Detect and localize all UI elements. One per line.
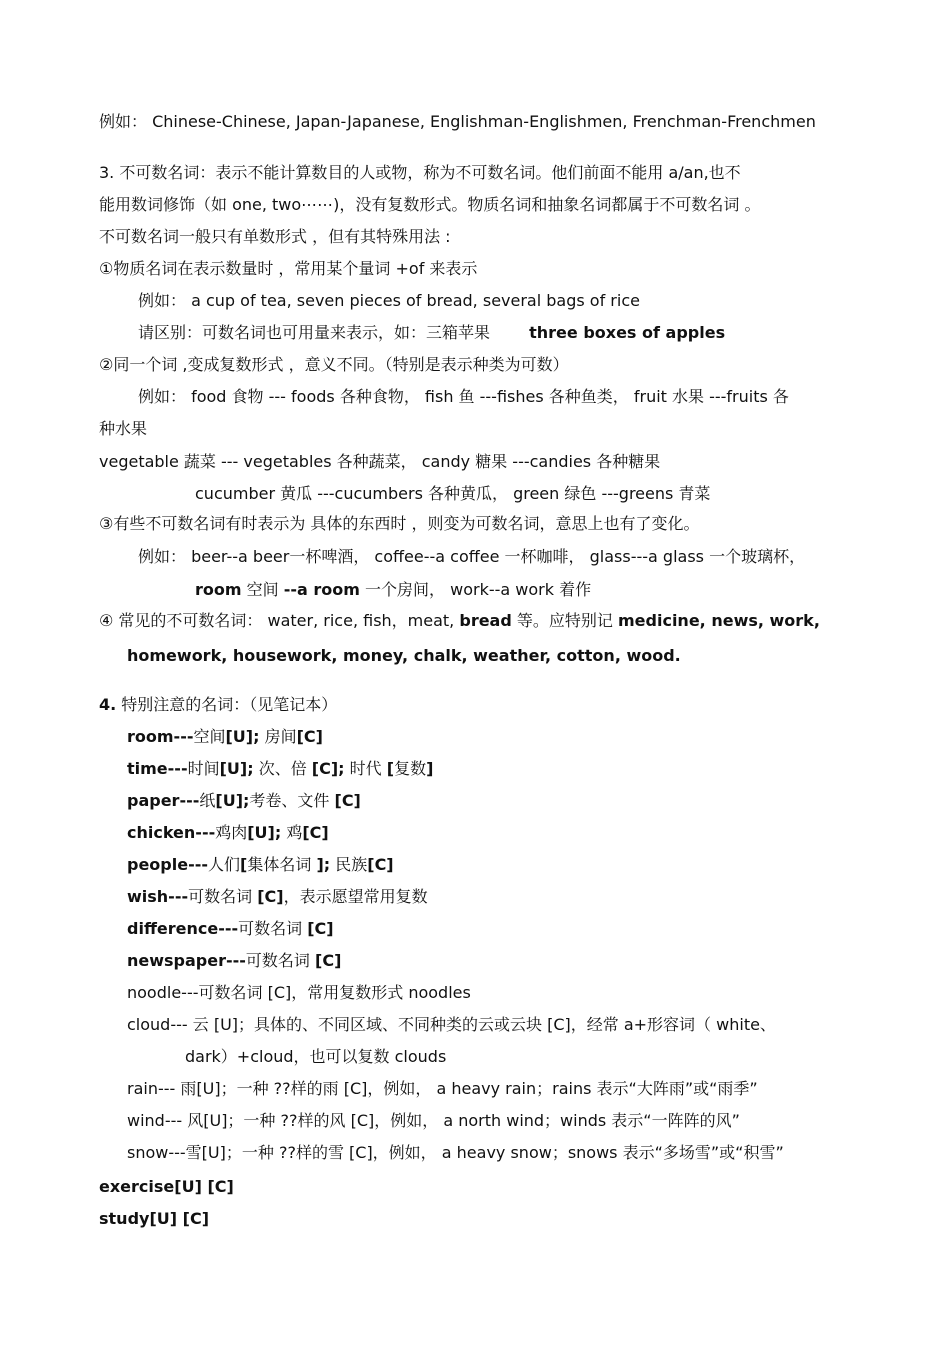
entry-word: room--- bbox=[127, 727, 194, 746]
entry-tag: [U]; bbox=[247, 823, 282, 842]
item3-room-word: room bbox=[195, 580, 242, 599]
item4-mid: 等。应特别记 bbox=[511, 611, 618, 630]
item3-example-a: 例如： beer--a beer一杯啤酒， coffee--a coffee 一杯咖啡， glass---a glass 一个玻璃杯， bbox=[138, 547, 806, 566]
entry-wind: wind--- 风[U]；一种 ??样的风 [C]，例如， a north wind；winds 表示“一阵阵的风” bbox=[127, 1111, 740, 1130]
item1-example: 例如： a cup of tea, seven pieces of bread, several bags of rice bbox=[138, 291, 640, 310]
section3-line2: 能用数词修饰（如 one, two⋯⋯)，没有复数形式。物质名词和抽象名词都属于不可数名词 。 bbox=[99, 195, 761, 214]
entry-tag: [C] bbox=[315, 951, 342, 970]
section4-heading bbox=[99, 695, 337, 715]
entry-tag: [C] bbox=[367, 855, 394, 874]
entry-tag: ]; bbox=[316, 855, 331, 874]
entry-tag: [C] bbox=[307, 919, 334, 938]
entry-tag: [C]; bbox=[311, 759, 345, 778]
entry-difference bbox=[127, 919, 334, 939]
item2-example-a: 例如： food 食物 --- foods 各种食物， fish 鱼 ---fishes 各种鱼类， fruit 水果 ---fruits 各 bbox=[138, 387, 789, 406]
item3-room-meaning: 空间 bbox=[241, 580, 284, 599]
item4-bold-list: medicine, news, work, bbox=[618, 611, 820, 630]
section4-number: 4. bbox=[99, 695, 117, 714]
entry-text: 鸡 bbox=[281, 823, 303, 842]
entry-tag: [ bbox=[386, 759, 395, 778]
entry-text: ，表示愿望常用复数 bbox=[283, 887, 428, 906]
entry-tag: [C] bbox=[257, 887, 284, 906]
entry-exercise: exercise[U] [C] bbox=[99, 1177, 234, 1196]
item3-heading: ③有些不可数名词有时表示为 具体的东西时 ，则变为可数名词，意思上也有了变化。 bbox=[99, 514, 700, 533]
item3-rest: 一个房间， work--a work 着作 bbox=[359, 580, 592, 599]
entry-text: 复数 bbox=[394, 759, 427, 778]
section3-line3: 不可数名词一般只有单数形式 ，但有其特殊用法 : bbox=[99, 227, 451, 246]
entry-word: chicken--- bbox=[127, 823, 216, 842]
entry-people bbox=[127, 855, 394, 875]
entry-word: time--- bbox=[127, 759, 188, 778]
intro-example-line: 例如： Chinese-Chinese, Japan-Japanese, Englishman-Englishmen, Frenchman-Frenchmen bbox=[99, 112, 816, 131]
item2-heading: ②同一个词 ,变成复数形式 ，意义不同。（特别是表示种类为可数） bbox=[99, 355, 569, 374]
item4-line2: homework, housework, money, chalk, weather, cotton, wood. bbox=[127, 646, 681, 665]
entry-newspaper bbox=[127, 951, 341, 971]
entry-chicken bbox=[127, 823, 329, 843]
entry-word: people--- bbox=[127, 855, 209, 874]
entry-tag: [C] bbox=[296, 727, 323, 746]
entry-text: 可数名词 bbox=[188, 887, 258, 906]
item2-example-d: cucumber 黄瓜 ---cucumbers 各种黄瓜， green 绿色 ---greens 青菜 bbox=[195, 484, 711, 503]
item3-example-b bbox=[195, 580, 591, 600]
entry-tag: ] bbox=[426, 759, 434, 778]
entry-study: study[U] [C] bbox=[99, 1209, 209, 1228]
entry-tag: [U]; bbox=[215, 791, 250, 810]
entry-cloud-a: cloud--- 云 [U]；具体的、不同区域、不同种类的云或云块 [C]，经常 a+形容词（ white、 bbox=[127, 1015, 776, 1034]
entry-text: 民族 bbox=[330, 855, 368, 874]
item1-note-bold: three boxes of apples bbox=[529, 323, 726, 342]
entry-wish bbox=[127, 887, 428, 907]
item2-example-b: 种水果 bbox=[99, 419, 148, 438]
entry-tag: [ bbox=[240, 855, 248, 874]
entry-paper bbox=[127, 791, 361, 811]
entry-text: 次、倍 bbox=[253, 759, 312, 778]
entry-word: paper--- bbox=[127, 791, 200, 810]
entry-snow: snow---雪[U]；一种 ??样的雪 [C]，例如， a heavy snow；snows 表示“多场雪”或“积雪” bbox=[127, 1143, 784, 1162]
entry-text: 纸 bbox=[199, 791, 216, 810]
entry-tag: [C] bbox=[302, 823, 329, 842]
section3-line1: 3. 不可数名词：表示不能计算数目的人或物，称为不可数名词。他们前面不能用 a/an,也不 bbox=[99, 163, 741, 182]
entry-text: 可数名词 bbox=[238, 919, 308, 938]
entry-text: 人们 bbox=[208, 855, 241, 874]
item1-note bbox=[138, 323, 725, 343]
entry-tag: [U]; bbox=[225, 727, 260, 746]
entry-text: 集体名词 bbox=[247, 855, 317, 874]
entry-rain: rain--- 雨[U]；一种 ??样的雨 [C]，例如， a heavy rain；rains 表示“大阵雨”或“雨季” bbox=[127, 1079, 758, 1098]
entry-text: 可数名词 bbox=[245, 951, 316, 970]
entry-time bbox=[127, 759, 433, 779]
entry-noodle: noodle---可数名词 [C]，常用复数形式 noodles bbox=[127, 983, 471, 1002]
entry-tag: [C] bbox=[334, 791, 361, 810]
entry-word: difference--- bbox=[127, 919, 239, 938]
entry-room bbox=[127, 727, 323, 747]
entry-text: 鸡肉 bbox=[215, 823, 248, 842]
entry-text: 时间 bbox=[187, 759, 220, 778]
item2-example-c: vegetable 蔬菜 --- vegetables 各种蔬菜， candy 糖果 ---candies 各种糖果 bbox=[99, 452, 661, 471]
entry-text: 考卷、文件 bbox=[249, 791, 335, 810]
item3-a-room: --a room bbox=[283, 580, 360, 599]
entry-word: wish--- bbox=[127, 887, 189, 906]
entry-text: 时代 bbox=[344, 759, 387, 778]
item4-line1 bbox=[99, 611, 820, 631]
entry-text: 房间 bbox=[259, 727, 297, 746]
entry-word: newspaper--- bbox=[127, 951, 246, 970]
entry-tag: [U]; bbox=[219, 759, 254, 778]
entry-text: 空间 bbox=[193, 727, 226, 746]
item1-heading: ①物质名词在表示数量时 ，常用某个量词 +of 来表示 bbox=[99, 259, 478, 278]
item4-prefix: ④ 常见的不可数名词： water, rice, fish，meat, bbox=[99, 611, 455, 630]
section4-title: 特别注意的名词：（见笔记本） bbox=[116, 695, 338, 714]
item1-note-prefix: 请区别：可数名词也可用量来表示，如：三箱苹果 bbox=[138, 323, 491, 342]
item4-bread: bread bbox=[459, 611, 512, 630]
entry-cloud-b: dark）+cloud，也可以复数 clouds bbox=[185, 1047, 447, 1066]
